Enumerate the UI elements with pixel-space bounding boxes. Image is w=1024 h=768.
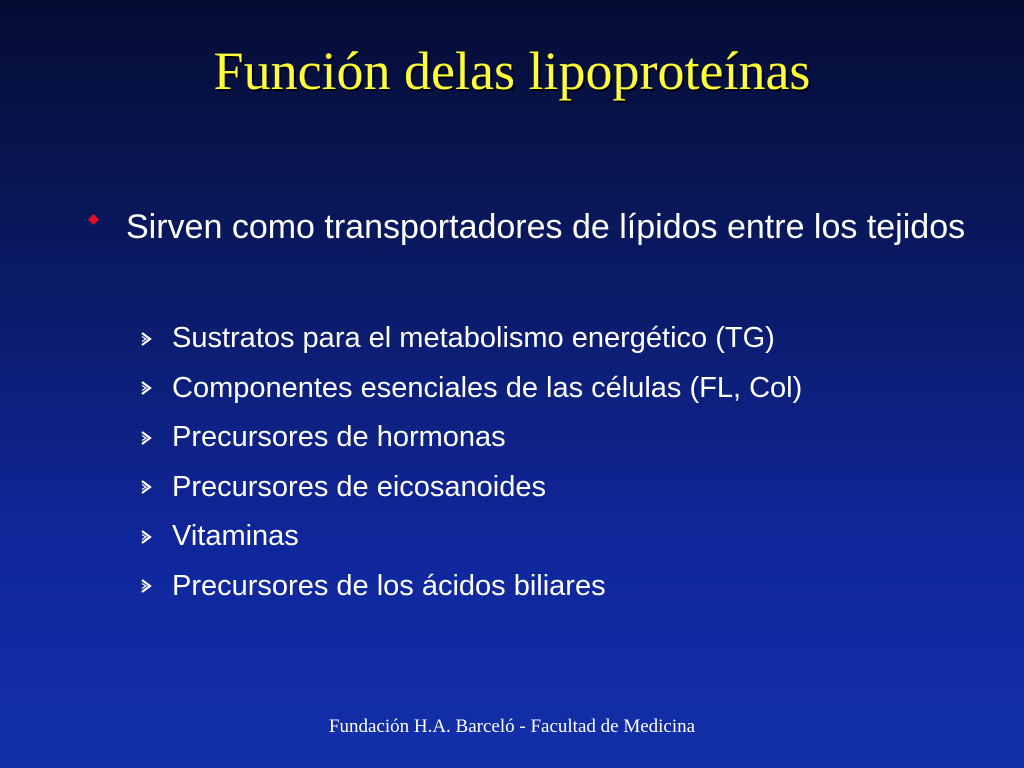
sub-bullet-item <box>138 562 978 612</box>
sub-bullet-item <box>138 413 978 463</box>
sub-bullet-text: Componentes esenciales de las células (FL, Col) <box>172 371 803 404</box>
arrowhead-bullet-icon <box>138 578 154 594</box>
arrowhead-bullet-icon <box>138 529 154 545</box>
slide-title: Función delas lipoproteínas <box>213 41 811 101</box>
slide-footer: Fundación H.A. Barceló - Facultad de Medicina <box>328 716 696 737</box>
arrowhead-bullet-icon <box>138 331 154 347</box>
arrowhead-bullet-icon <box>138 430 154 446</box>
sub-bullet-text: Precursores de hormonas <box>172 421 506 454</box>
main-bullet-item <box>88 204 968 250</box>
sub-bullet-item <box>138 364 978 414</box>
main-bullet-text: Sirven como transportadores de lípidos entre los tejidos <box>126 208 966 246</box>
sub-bullet-text: Precursores de los ácidos biliares <box>172 569 606 602</box>
sub-bullet-item <box>138 314 978 364</box>
sub-bullet-text: Precursores de eicosanoides <box>172 470 546 503</box>
arrowhead-bullet-icon <box>138 479 154 495</box>
sub-bullet-text: Sustratos para el metabolismo energético (TG) <box>172 322 775 355</box>
red-diamond-bullet-icon <box>88 214 99 225</box>
sub-bullet-item <box>138 463 978 513</box>
sub-bullet-text: Vitaminas <box>172 520 299 553</box>
arrowhead-bullet-icon <box>138 380 154 396</box>
sub-bullet-item <box>138 512 978 562</box>
sub-bullet-list <box>138 314 978 611</box>
